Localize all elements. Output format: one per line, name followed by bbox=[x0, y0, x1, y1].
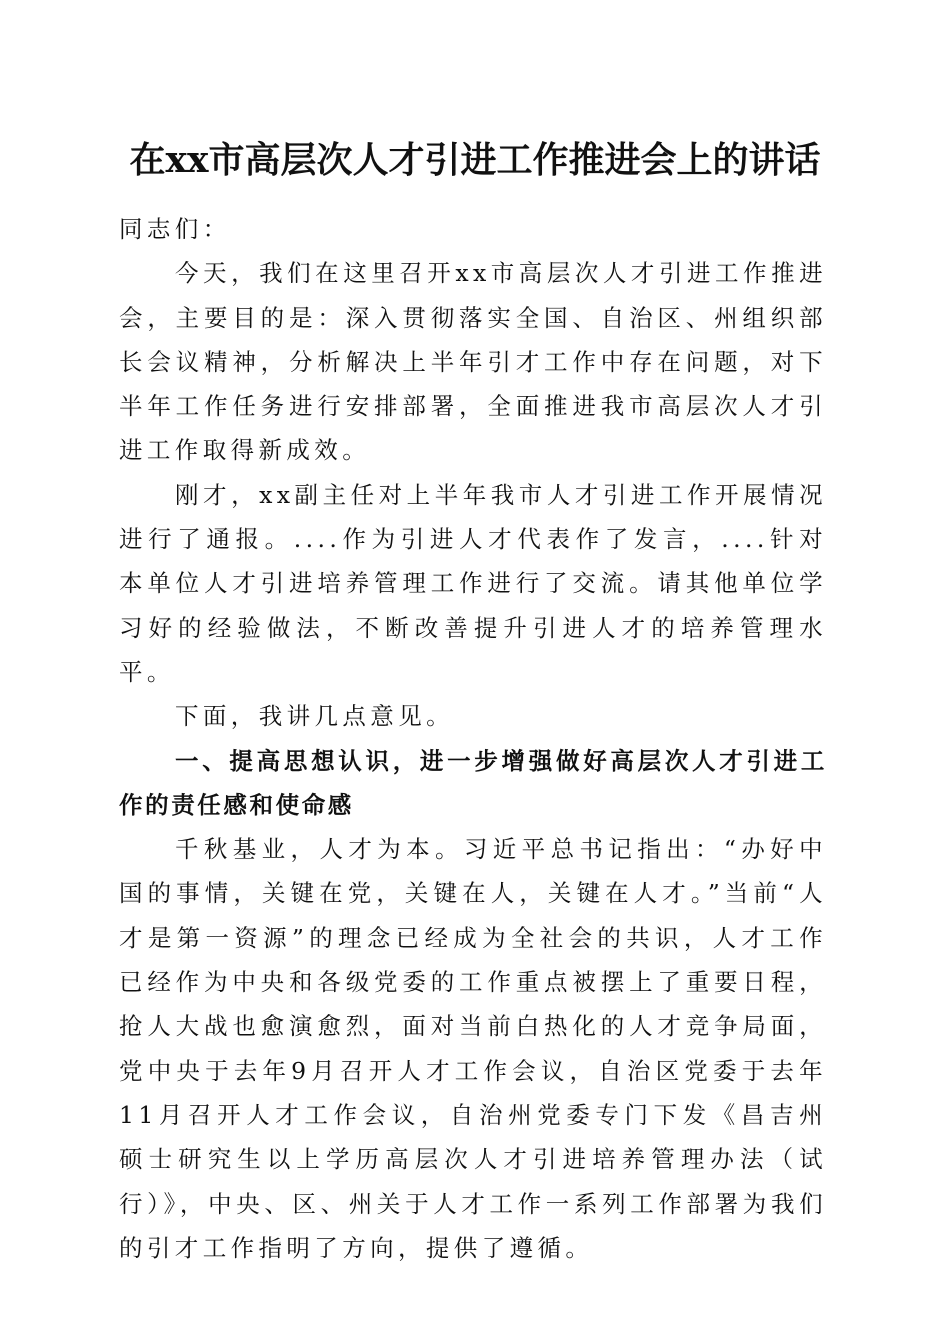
section-heading: 一、提高思想认识，进一步增强做好高层次人才引进工作的责任感和使命感 bbox=[119, 746, 827, 819]
paragraph-report: 刚才，xx副主任对上半年我市人才引进工作开展情况进行了通报。....作为引进人才代表作了发言，....针对本单位人才引进培养管理工作进行了交流。请其他单位学习好的经验做法，不断改善提升引进人才的培养管理水平。 bbox=[119, 480, 827, 686]
document-title: 在xx市高层次人才引进工作推进会上的讲话 bbox=[129, 139, 821, 181]
section-paragraph: 千秋基业，人才为本。习近平总书记指出：“办好中国的事情，关键在党，关键在人，关键在人才。”当前“人才是第一资源”的理念已经成为全社会的共识，人才工作已经作为中央和各级党委的工作重点被摆上了重要日程，抢人大战也愈演愈烈，面对当前白热化的人才竞争局面，党中央于去年9月召开人才工作会议，自治区党委于去年11月召开人才工作会议，自治州党委专门下发《昌吉州硕士研究生以上学历高层次人才引进培养管理办法（试行）》，中央、区、州关于人才工作一系列工作部署为我们的引才工作指明了方向，提供了遵循。 bbox=[119, 835, 827, 1262]
paragraph-transition: 下面，我讲几点意见。 bbox=[175, 702, 454, 731]
document-body bbox=[119, 207, 827, 1270]
salutation: 同志们： bbox=[119, 215, 231, 243]
paragraph-opening: 今天，我们在这里召开xx市高层次人才引进工作推进会，主要目的是：深入贯彻落实全国、自治区、州组织部长会议精神，分析解决上半年引才工作中存在问题，对下半年工作任务进行安排部署，全面推进我市高层次人才引进工作取得新成效。 bbox=[119, 259, 827, 465]
